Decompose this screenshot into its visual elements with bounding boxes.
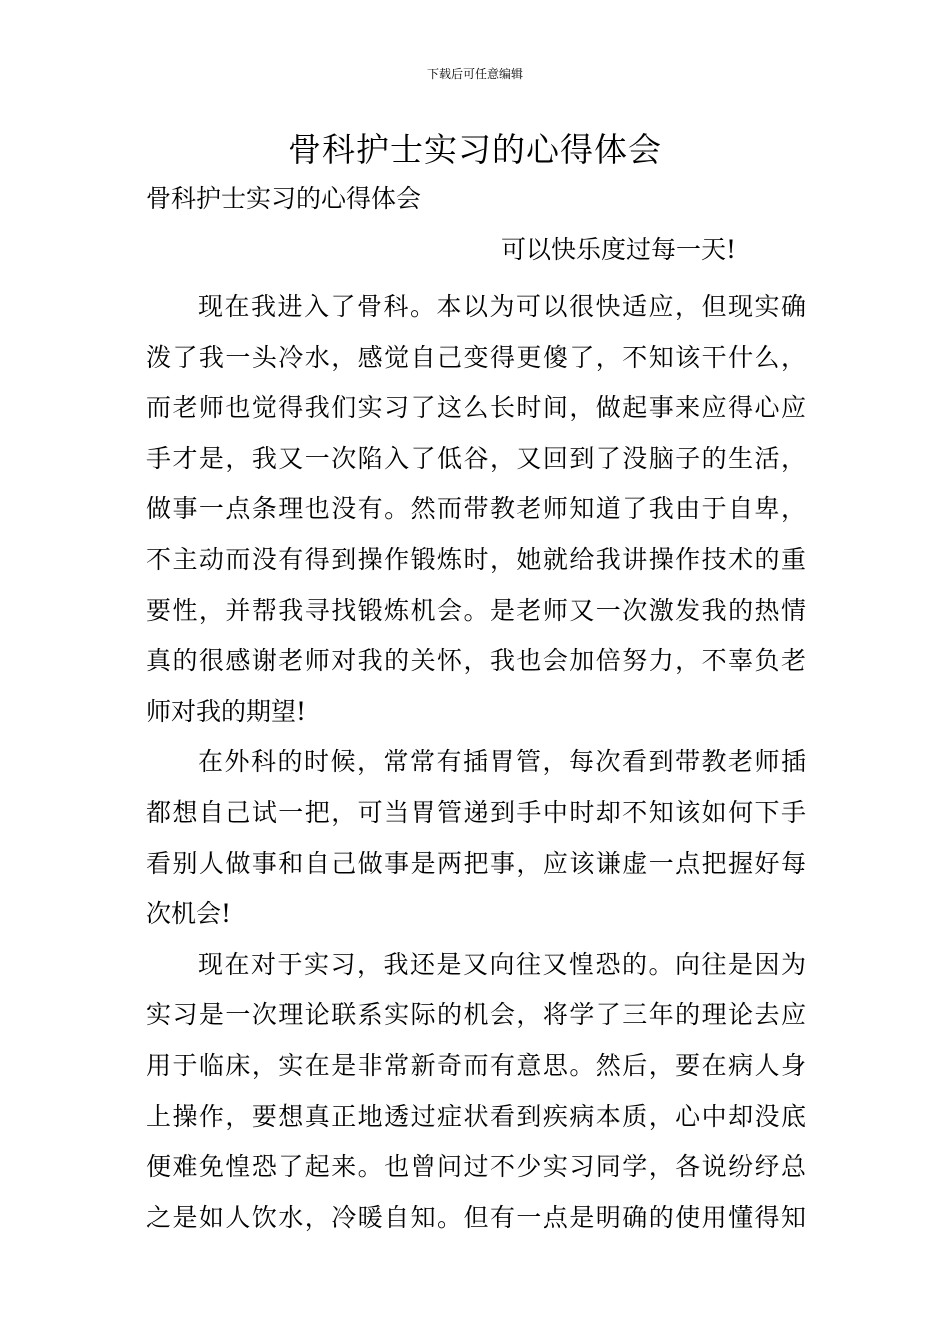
paragraph-2-line: 次机会!	[146, 899, 232, 929]
paragraph-2-line: 看别人做事和自己做事是两把事，应该谦虚一点把握好每	[146, 848, 806, 878]
paragraph-3-line: 用于临床，实在是非常新奇而有意思。然后，要在病人身	[146, 1050, 806, 1080]
paragraph-1-line: 要性，并帮我寻找锻炼机会。是老师又一次激发我的热情	[146, 595, 806, 625]
paragraph-3-line: 上操作，要想真正地透过症状看到疾病本质，心中却没底	[146, 1101, 806, 1131]
paragraph-1-line: 现在我进入了骨科。本以为可以很快适应，但现实确	[198, 292, 806, 321]
paragraph-3-line: 之是如人饮水，冷暖自知。但有一点是明确的使用懂得知	[146, 1202, 806, 1232]
document-body	[146, 282, 806, 1243]
paragraph-1-line: 而老师也觉得我们实习了这么长时间，做起事来应得心应	[146, 393, 806, 423]
paragraph-1-line: 手才是，我又一次陷入了低谷，又回到了没脑子的生活，	[146, 443, 806, 473]
paragraph-2-line: 都想自己试一把，可当胃管递到手中时却不知该如何下手	[146, 797, 806, 827]
paragraph-1-line: 不主动而没有得到操作锻炼时，她就给我讲操作技术的重	[146, 544, 806, 574]
paragraph-3-line: 便难免惶恐了起来。也曾问过不少实习同学，各说纷纾总	[146, 1152, 806, 1182]
paragraph-3-line: 现在对于实习，我还是又向往又惶恐的。向往是因为	[198, 949, 806, 979]
paragraph-2-line: 在外科的时候，常常有插胃管，每次看到带教老师插	[198, 747, 806, 777]
paragraph-1-line: 真的很感谢老师对我的关怀，我也会加倍努力，不辜负老	[146, 646, 806, 676]
tagline: 可以快乐度过每一天!	[501, 235, 737, 264]
paragraph-1-line: 泼了我一头冷水，感觉自己变得更傻了，不知该干什么，	[146, 342, 806, 372]
document-title: 骨科护士实习的心得体会	[288, 130, 662, 169]
paragraph-1-line: 做事一点条理也没有。然而带教老师知道了我由于自卑，	[146, 494, 806, 524]
paragraph-3-line: 实习是一次理论联系实际的机会，将学了三年的理论去应	[146, 1000, 806, 1030]
header-note: 下载后可任意编辑	[426, 67, 523, 81]
paragraph-1-line: 师对我的期望!	[146, 696, 307, 726]
document-subtitle: 骨科护士实习的心得体会	[146, 184, 422, 213]
